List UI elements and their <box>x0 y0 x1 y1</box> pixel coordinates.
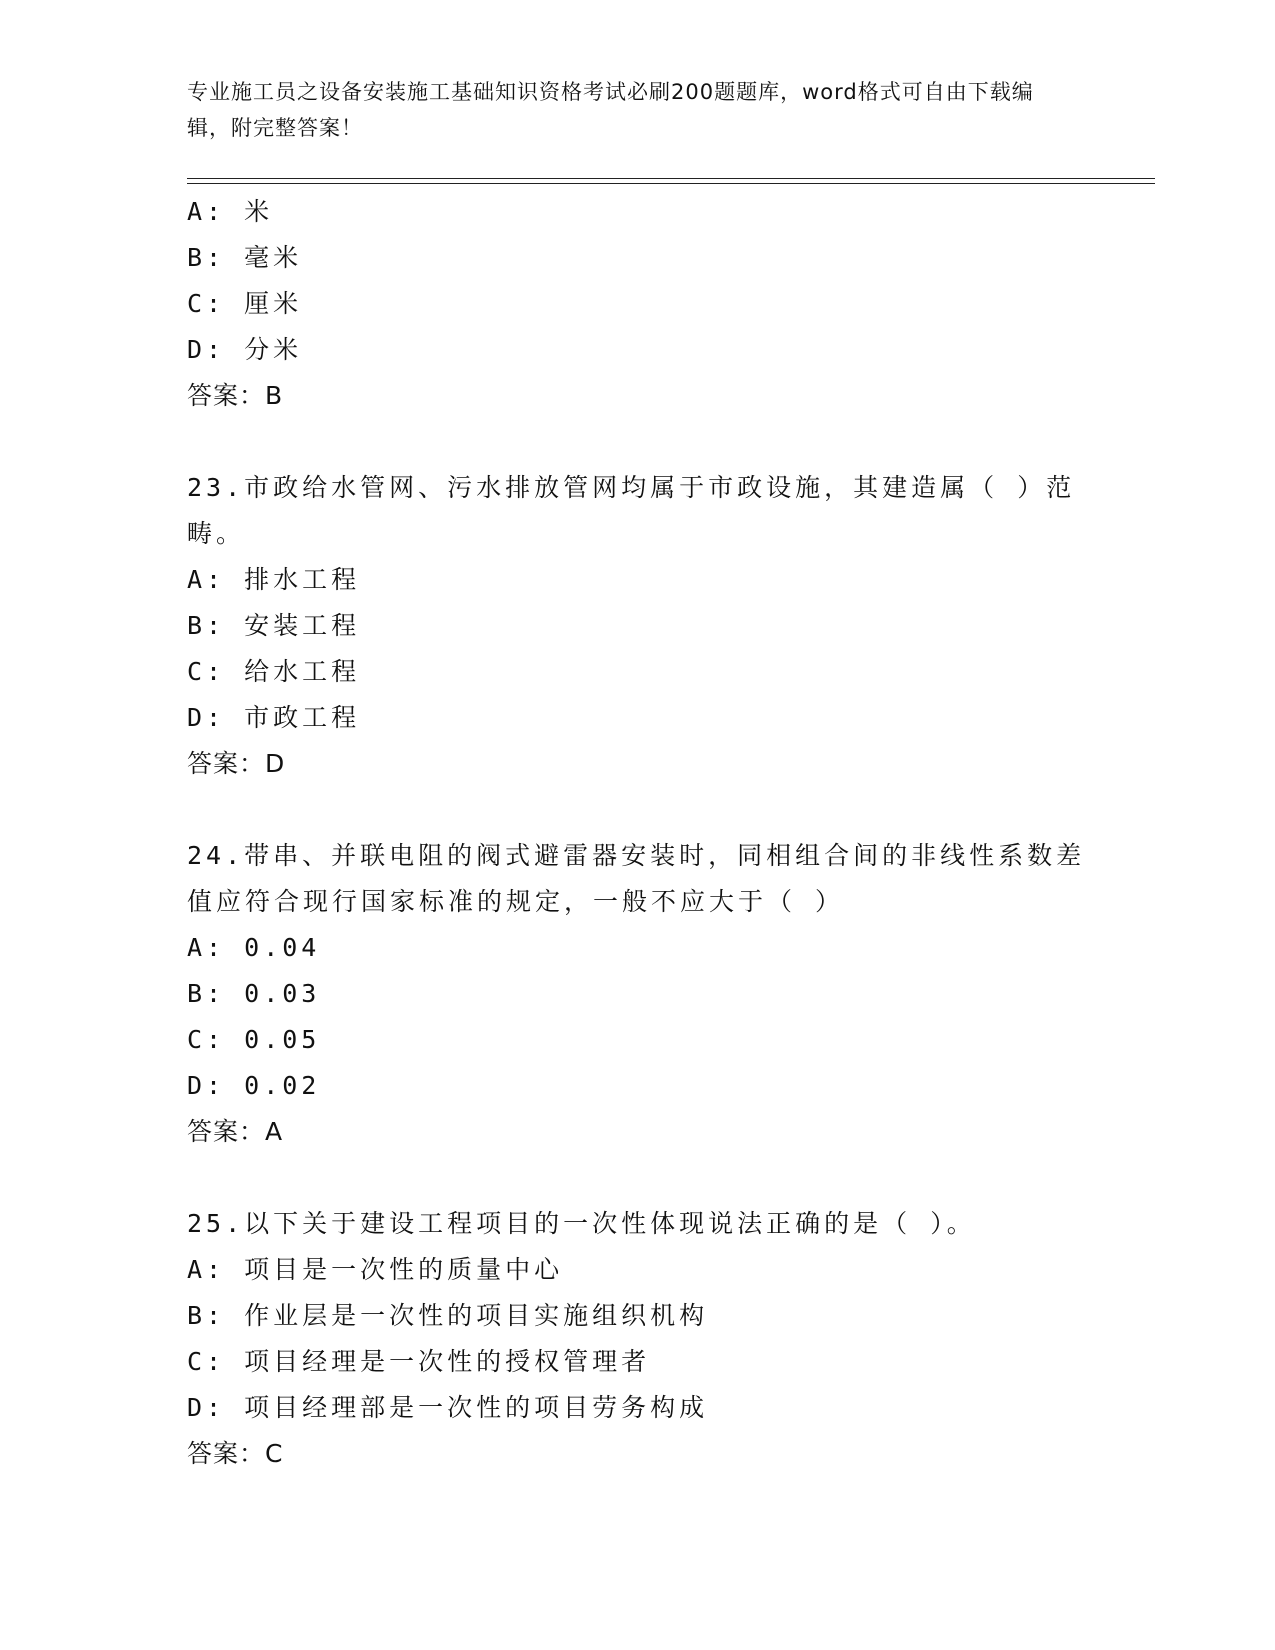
option-c: C: 0.05 <box>187 1025 321 1054</box>
question-23 <box>187 465 1087 787</box>
option-a: A: 米 <box>187 197 274 226</box>
option-c: C: 厘米 <box>187 289 303 318</box>
page-header: 专业施工员之设备安装施工基础知识资格考试必刷200题题库，word格式可自由下载编辑，附完整答案！ <box>187 80 1034 140</box>
option-d: D: 分米 <box>187 335 303 364</box>
option-b: B: 安装工程 <box>187 611 361 640</box>
question-25 <box>187 1201 1087 1477</box>
option-a: A: 排水工程 <box>187 565 361 594</box>
spacer <box>187 1155 1087 1201</box>
option-d: D: 0.02 <box>187 1071 321 1100</box>
header-divider <box>187 178 1155 184</box>
option-d: D: 项目经理部是一次性的项目劳务构成 <box>187 1393 709 1422</box>
answer: 答案：D <box>187 749 286 778</box>
question-stem-continued: 畴。 <box>187 519 246 548</box>
answer: 答案：B <box>187 381 284 410</box>
question-stem: 24.带串、并联电阻的阀式避雷器安装时，同相组合间的非线性系数差 <box>187 841 1086 870</box>
question-stem-continued: 值应符合现行国家标准的规定，一般不应大于（ ） <box>187 887 845 916</box>
option-a: A: 项目是一次性的质量中心 <box>187 1255 564 1284</box>
option-d: D: 市政工程 <box>187 703 361 732</box>
spacer <box>187 787 1087 833</box>
option-b: B: 0.03 <box>187 979 321 1008</box>
spacer <box>187 419 1087 465</box>
option-b: B: 毫米 <box>187 243 303 272</box>
question-stem: 23.市政给水管网、污水排放管网均属于市政设施，其建造属（ ）范 <box>187 473 1076 502</box>
question-content <box>187 189 1087 1477</box>
option-c: C: 项目经理是一次性的授权管理者 <box>187 1347 651 1376</box>
question-stem: 25.以下关于建设工程项目的一次性体现说法正确的是（ ）。 <box>187 1209 976 1238</box>
option-c: C: 给水工程 <box>187 657 361 686</box>
question-24 <box>187 833 1087 1155</box>
option-a: A: 0.04 <box>187 933 321 962</box>
answer: 答案：A <box>187 1117 284 1146</box>
answer: 答案：C <box>187 1439 284 1468</box>
question-22-options <box>187 189 1087 419</box>
option-b: B: 作业层是一次性的项目实施组织机构 <box>187 1301 709 1330</box>
